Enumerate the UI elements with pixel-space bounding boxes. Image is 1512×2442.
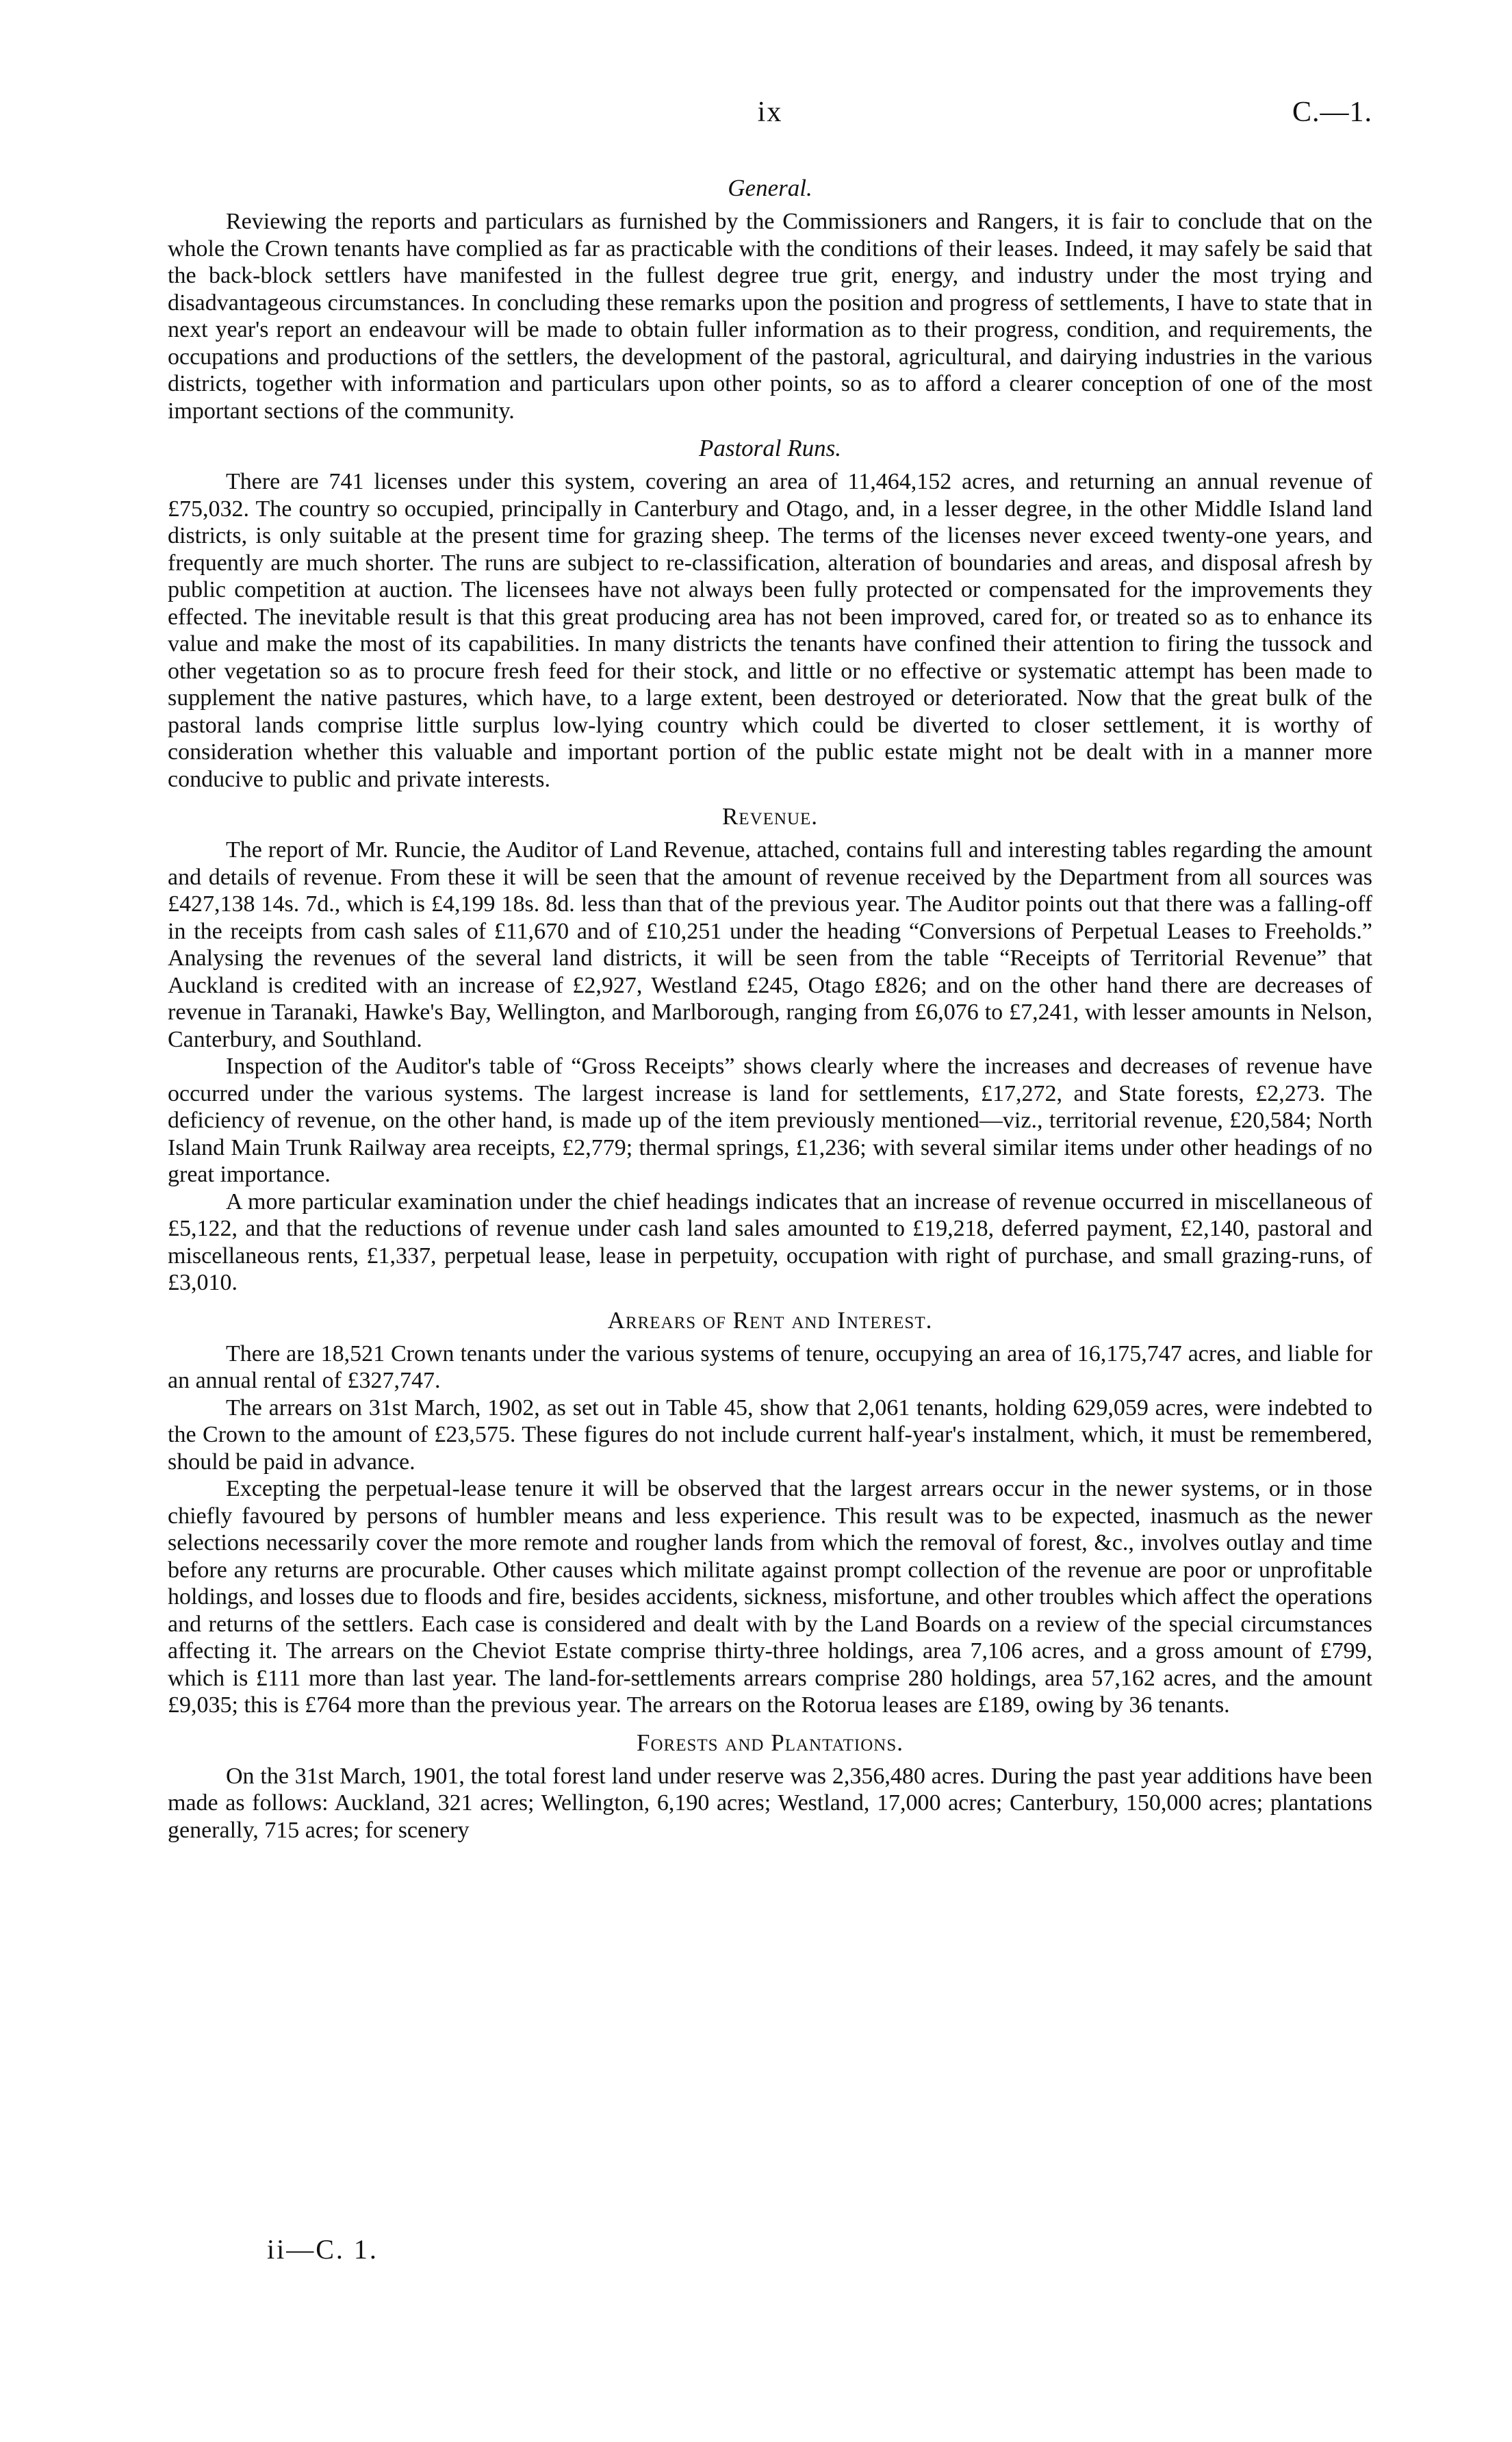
section-heading: General.	[728, 175, 812, 201]
body-paragraph: Reviewing the reports and particulars as furnished by the Commissioners and Rangers, it is fair to conclude that on the whole the Crown tenants have complied as far as practicable with the conditions of their leases. Indeed, it may safely be said that the back-block settlers have manifested in the fullest degree true grit, energy, and industry under the most trying and disadvantageous circumstances. In concluding these remarks upon the position and progress of settlements, I have to state that in next year's report an endeavour will be made to obtain fuller information as to their progress, condition, and requirements, the occupations and productions of the settlers, the development of the pastoral, agricultural, and dairying industries in the various districts, together with information and particulars upon other points, so as to afford a clearer conception of one of the most important sections of the community.	[168, 209, 1372, 424]
paper-code: C.—1.	[1292, 97, 1372, 128]
body-paragraph: There are 18,521 Crown tenants under the various systems of tenure, occupying an area of 16,175,747 acres, and liable for an annual rental of £327,747.	[168, 1340, 1372, 1393]
body-paragraph: Excepting the perpetual-lease tenure it will be observed that the largest arrears occur in the newer systems, or in those chiefly favoured by persons of humbler means and less experience. This result was to be expected, inasmuch as the newer selections necessarily cover the more remote and rougher lands from which the removal of forest, &c., involves outlay and time before any returns are procurable. Other causes which militate against prompt collection of the revenue are poor or unprofitable holdings, and losses due to floods and fire, besides accidents, sickness, misfortune, and other troubles which affect the operations and returns of the settlers. Each case is considered and dealt with by the Land Boards on a review of the special circumstances affecting it. The arrears on the Cheviot Estate comprise thirty-three holdings, area 7,106 acres, and a gross amount of £799, which is £111 more than last year. The land-for-settlements arrears comprise 280 holdings, area 57,162 acres, and the amount £9,035; this is £764 more than the previous year. The arrears on the Rotorua leases are £189, owing by 36 tenants.	[168, 1476, 1372, 1718]
body-paragraph: Inspection of the Auditor's table of “Gross Receipts” shows clearly where the increases and decreases of revenue have occurred under the various systems. The largest increase is land for settlements, £17,272, and State forests, £2,273. The deficiency of revenue, on the other hand, is made up of the item previously mentioned—viz., territorial revenue, £20,584; North Island Main Trunk Railway area receipts, £2,779; thermal springs, £1,236; with several similar items under other headings of no great importance.	[168, 1054, 1372, 1187]
body-paragraph: The report of Mr. Runcie, the Auditor of Land Revenue, attached, contains full and interesting tables regarding the amount and details of revenue. From these it will be seen that the amount of revenue received by the Department from all sources was £427,138 14s. 7d., which is £4,199 18s. 8d. less than that of the previous year. The Auditor points out that there was a falling-off in the receipts from cash sales of £11,670 and of £10,251 under the heading “Conversions of Perpetual Leases to Freeholds.” Analysing the revenues of the several land districts, it will be seen from the table “Receipts of Territorial Revenue” that Auckland is credited with an increase of £2,927, Westland £245, Otago £826; and on the other hand there are decreases of revenue in Taranaki, Hawke's Bay, Wellington, and Marlborough, ranging from £6,076 to £7,241, with lesser amounts in Nelson, Canterbury, and Southland.	[168, 837, 1372, 1052]
running-head	[168, 96, 1372, 151]
section-heading: Arrears of Rent and Interest.	[607, 1306, 933, 1334]
body-text	[168, 164, 1372, 1844]
body-paragraph: On the 31st March, 1901, the total forest land under reserve was 2,356,480 acres. During the past year additions have been made as follows: Auckland, 321 acres; Wellington, 6,190 acres; Westland, 17,000 acres; Canterbury, 150,000 acres; plantations generally, 715 acres; for scenery	[168, 1763, 1372, 1843]
section-heading: Pastoral Runs.	[698, 435, 842, 461]
section-heading: Revenue.	[721, 803, 819, 830]
page-number: ix	[757, 97, 783, 128]
body-paragraph: The arrears on 31st March, 1902, as set out in Table 45, show that 2,061 tenants, holding 629,059 acres, were indebted to the Crown to the amount of £23,575. These figures do not include current half-year's instalment, which, it must be remembered, should be paid in advance.	[168, 1395, 1372, 1475]
body-paragraph: A more particular examination under the chief headings indicates that an increase of revenue occurred in miscellaneous of £5,122, and that the reductions of revenue under cash land sales amounted to £19,218, deferred payment, £2,140, pastoral and miscellaneous rents, £1,337, perpetual lease, lease in perpetuity, occupation with right of purchase, and small grazing-runs, of £3,010.	[168, 1188, 1372, 1295]
body-paragraph: There are 741 licenses under this system, covering an area of 11,464,152 acres, and returning an annual revenue of £75,032. The country so occupied, principally in Canterbury and Otago, and, in a lesser degree, in the other Middle Island land districts, is only suitable at the present time for grazing sheep. The terms of the licenses never exceed twenty-one years, and frequently are much shorter. The runs are subject to re-classification, alteration of boundaries and areas, and disposal afresh by public competition at auction. The licensees have not always been fully protected or compensated for the improvements they effected. The inevitable result is that this great producing area has not been improved, cared for, or treated so as to enhance its value and make the most of its capabilities. In many districts the tenants have confined their attention to firing the tussock and other vegetation so as to procure fresh feed for their stock, and little or no effective or systematic attempt has been made to supplement the native pastures, which have, to a large extent, been destroyed or deteriorated. Now that the great bulk of the pastoral lands comprise little surplus low-lying country which could be diverted to closer settlement, it is worthy of consideration whether this valuable and important portion of the public estate might not be dealt with in a manner more conducive to public and private interests.	[168, 469, 1372, 792]
printer-signature: ii—C. 1.	[267, 2234, 379, 2265]
section-heading: Forests and Plantations.	[637, 1729, 904, 1756]
